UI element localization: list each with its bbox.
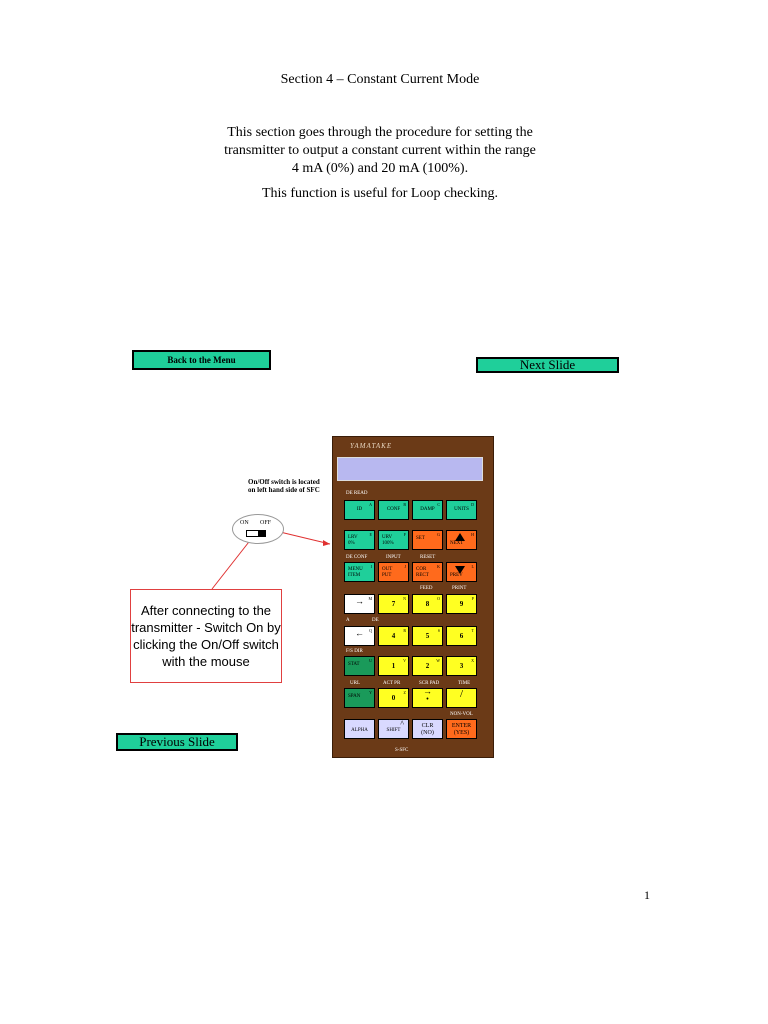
right-arrow-icon: →: [355, 596, 364, 606]
onoff-note: On/Off switch is located on left hand side of SFC: [248, 478, 320, 494]
left-arrow-icon: ←: [355, 628, 364, 638]
key-right-arrow[interactable]: M →: [344, 594, 375, 614]
arrow-icon: →: [423, 686, 432, 696]
page-number: 1: [644, 888, 650, 902]
switch-pointer-arrow: [323, 540, 330, 546]
useful-text: This function is useful for Loop checking.: [261, 186, 498, 201]
next-label: Next Slide: [519, 357, 576, 372]
row-label: F/S DIR: [346, 649, 363, 654]
callout-pointer-line: [212, 538, 252, 589]
switch-pointer-line: [280, 532, 330, 544]
row-label: URL: [350, 681, 360, 686]
key-menu[interactable]: I MENU ITEM: [344, 562, 375, 582]
row-label: DE READ: [346, 491, 368, 496]
key-stat[interactable]: U STAT: [344, 656, 375, 676]
row-label: FEED: [420, 586, 433, 591]
key-set[interactable]: G SET: [412, 530, 443, 550]
key-span[interactable]: Y SPAN: [344, 688, 375, 708]
page-title: Section 4 – Constant Current Mode: [280, 72, 480, 87]
switch-highlight: [232, 514, 284, 544]
device-model: S-SFC: [395, 748, 409, 753]
intro-line: 4 mA (0%) and 20 mA (100%).: [291, 161, 469, 176]
key-next[interactable]: H NEXT: [446, 530, 477, 550]
key-5[interactable]: S 5: [412, 626, 443, 646]
key-damp[interactable]: C DAMP: [412, 500, 443, 520]
caret-icon: ^: [400, 719, 404, 728]
key-dot[interactable]: → •: [412, 688, 443, 708]
key-4[interactable]: R 4: [378, 626, 409, 646]
key-urv[interactable]: F URV 100%: [378, 530, 409, 550]
row-label: ACT PR: [383, 681, 401, 686]
key-alpha[interactable]: ALPHA: [344, 719, 375, 739]
slash-icon: /: [459, 688, 464, 700]
instruction-callout: After connecting to the transmitter - Switch On by clicking the On/Off switch with the mouse: [130, 589, 282, 683]
key-7[interactable]: N 7: [378, 594, 409, 614]
key-enter[interactable]: ENTER (YES): [446, 719, 477, 739]
key-3[interactable]: X 3: [446, 656, 477, 676]
row-label: INPUT: [386, 555, 401, 560]
row-label: DE: [372, 618, 379, 623]
key-correct[interactable]: K COR RECT: [412, 562, 443, 582]
key-shift[interactable]: ^ SHIFT: [378, 719, 409, 739]
key-lrv[interactable]: E LRV 0%: [344, 530, 375, 550]
key-units[interactable]: D UNITS: [446, 500, 477, 520]
key-8[interactable]: O 8: [412, 594, 443, 614]
key-id[interactable]: A ID: [344, 500, 375, 520]
switch-on-label: ON: [240, 520, 249, 526]
intro-line: This section goes through the procedure for setting the: [227, 125, 533, 140]
key-prev[interactable]: L PREV: [446, 562, 477, 582]
menu-label: Back to the Menu: [167, 355, 236, 365]
key-0[interactable]: Z 0: [378, 688, 409, 708]
row-label: SCR PAD: [419, 681, 440, 686]
key-slash[interactable]: [446, 688, 477, 708]
key-6[interactable]: T 6: [446, 626, 477, 646]
key-9[interactable]: P 9: [446, 594, 477, 614]
row-label: PRINT: [452, 586, 467, 591]
key-left-arrow[interactable]: Q ←: [344, 626, 375, 646]
prev-label: Previous Slide: [139, 734, 215, 749]
device-brand: YAMATAKE: [350, 442, 393, 450]
row-label: DE CONF: [346, 555, 368, 560]
switch-knob: [258, 531, 265, 536]
key-conf[interactable]: B CONF: [378, 500, 409, 520]
row-label: TIME: [458, 681, 471, 686]
row-label: A: [346, 618, 350, 623]
key-2[interactable]: W 2: [412, 656, 443, 676]
intro-line: transmitter to output a constant current within the range: [224, 143, 536, 158]
key-output[interactable]: J OUT PUT: [378, 562, 409, 582]
key-1[interactable]: V 1: [378, 656, 409, 676]
key-clr[interactable]: CLR (NO): [412, 719, 443, 739]
up-triangle-icon: [455, 533, 465, 541]
switch-off-label: OFF: [260, 520, 272, 526]
row-label: NON-VOL: [450, 712, 473, 717]
row-label: RESET: [420, 555, 436, 560]
device-display: [337, 457, 483, 481]
